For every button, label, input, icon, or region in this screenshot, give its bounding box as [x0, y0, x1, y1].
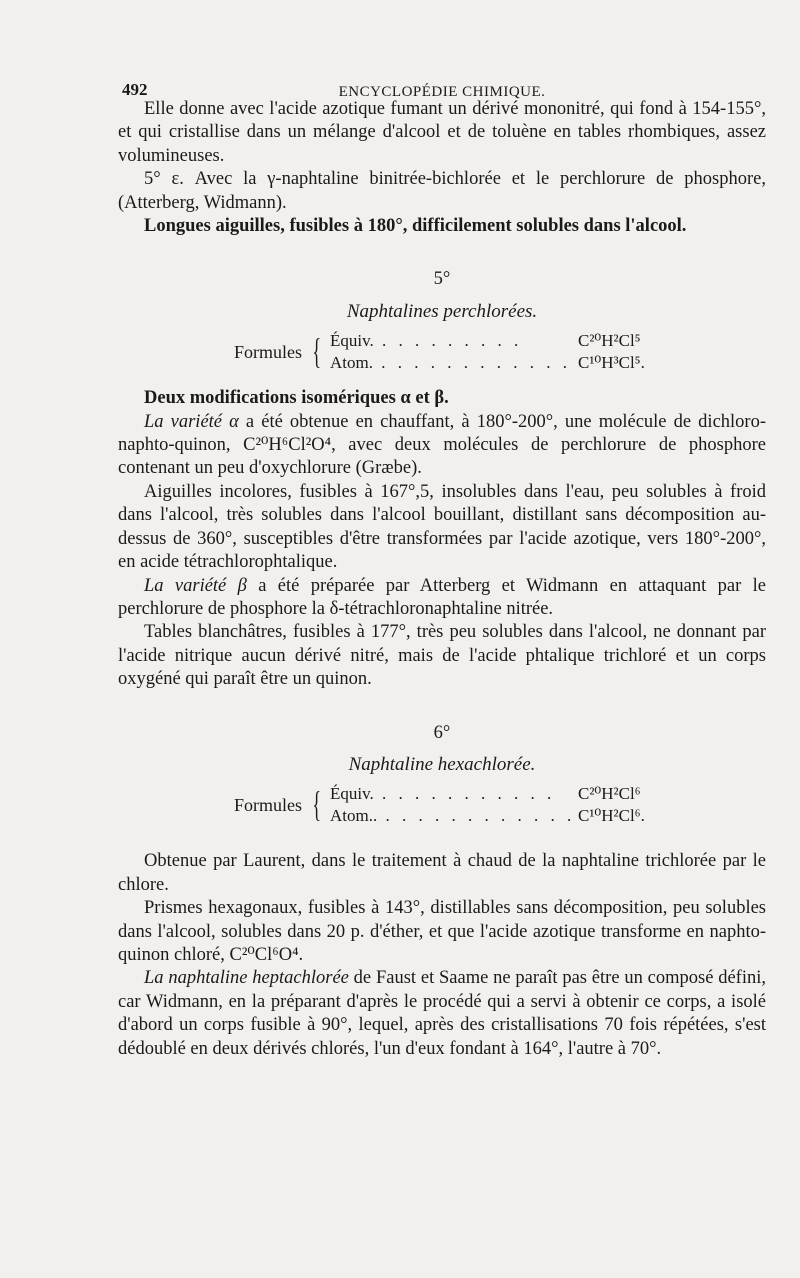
- formula-block: [118, 327, 766, 379]
- section-title: Naphtaline hexachlorée.: [348, 753, 536, 775]
- formula-value: C¹⁰H²Cl⁶.: [578, 806, 645, 826]
- running-title: ENCYCLOPÉDIE CHIMIQUE.: [338, 84, 546, 100]
- paragraph: Elle donne avec l'acide azotique fumant un dérivé mononitré, qui fond à 154-155°, et qui cristallise dans un mélange d'alcool et de toluène en tables rhombiques, assez volumineuses.: [118, 99, 766, 166]
- paragraph: La naphtaline heptachlorée de Faust et Saame ne paraît pas être un composé défini, car Widmann, en la préparant d'après le procédé qui a servi à obtenir ce corps, a isolé d'abord un corps fusible à 90°, lequel, après des cristallisations 70 fois répétées, s'est dédoublé en deux dérivés chlorés, l'un d'eux fondant à 164°, l'autre à 70°.: [118, 968, 766, 1059]
- paragraph: Prismes hexagonaux, fusibles à 143°, distillables sans décomposition, peu solubles dans l'alcool, solubles dans 20 p. d'éther, et que l'acide azotique transforme en naphto-quinon chloré, C²⁰Cl⁶O⁴.: [118, 898, 766, 965]
- variety-label: La variété β: [144, 575, 247, 596]
- section-number: 6°: [433, 722, 451, 743]
- formula-label: Formules: [234, 795, 303, 816]
- formula-row-atom: [330, 804, 730, 827]
- formula-label: Formules: [234, 342, 303, 363]
- paragraph: 5° ε. Avec la γ-naphtaline binitrée-bichlorée et le perchlorure de phosphore, (Atterberg, Widmann).: [118, 169, 766, 213]
- paragraph: Aiguilles incolores, fusibles à 167°,5, insolubles dans l'eau, peu solubles à froid dans l'alcool, très solubles dans l'alcool bouillant, distillant sans décomposition au-dessus de 360°, susceptibles d'être transformées par l'acide azotique, vers 180°-200°, en acide tétrachlorophtalique.: [118, 481, 766, 573]
- paragraph: Tables blanchâtres, fusibles à 177°, très peu solubles dans l'alcool, ne donnant par l'acide nitrique aucun dérivé nitré, mais de l'acide phtalique trichloré et un corps oxygéné qui paraît être un quinon.: [118, 622, 766, 690]
- leader-dots: . . . . . . . . . . . .: [377, 806, 576, 826]
- formula-row-name: Atom.: [330, 353, 373, 373]
- variety-label: La variété α: [144, 411, 239, 432]
- formula-value: C¹⁰H³Cl⁵.: [578, 353, 645, 373]
- brace-glyph: {: [312, 331, 321, 372]
- paragraph: Obtenue par Laurent, dans le traitement à chaud de la naphtaline trichlorée par le chlore.: [118, 851, 766, 895]
- leader-dots: . . . . . . . . . . .: [373, 784, 556, 804]
- paragraph: Deux modifications isomériques α et β.: [144, 388, 449, 409]
- formula-row-name: Atom..: [330, 806, 378, 826]
- formula-block: [118, 780, 766, 832]
- page-body: [118, 98, 766, 1061]
- spacer: [118, 840, 766, 850]
- formula-row-equiv: [330, 329, 730, 352]
- leader-dots: . . . . . . . . .: [373, 331, 523, 351]
- formula-row-name: Équiv.: [330, 784, 374, 804]
- formula-value: C²⁰H²Cl⁵: [578, 331, 641, 351]
- formula-value: C²⁰H²Cl⁶: [578, 784, 641, 804]
- formula-row-atom: [330, 351, 730, 374]
- page-number: 492: [122, 80, 148, 99]
- section-title: Naphtalines perchlorées.: [346, 300, 538, 322]
- leader-dots: . . . . . . . . . . . .: [372, 353, 571, 373]
- paragraph: La variété β a été préparée par Atterberg et Widmann en attaquant par le perchlorure de phosphore la δ-tétrachloronaphtaline nitrée.: [118, 575, 766, 619]
- paragraph: Longues aiguilles, fusibles à 180°, difficilement solubles dans l'alcool.: [144, 216, 687, 237]
- formula-row-equiv: [330, 782, 730, 805]
- formula-row-name: Équiv.: [330, 331, 374, 351]
- paragraph: La variété α a été obtenue en chauffant, à 180°-200°, une molécule de dichloro-naphto-quinon, C²⁰H⁶Cl²O⁴, avec deux molécules de perchlorure de phosphore contenant un peu d'oxychlorure (Græbe).: [118, 411, 766, 479]
- compound-name: La naphtaline heptachlorée: [144, 968, 349, 989]
- brace-glyph: {: [312, 784, 321, 825]
- section-number: 5°: [433, 269, 451, 290]
